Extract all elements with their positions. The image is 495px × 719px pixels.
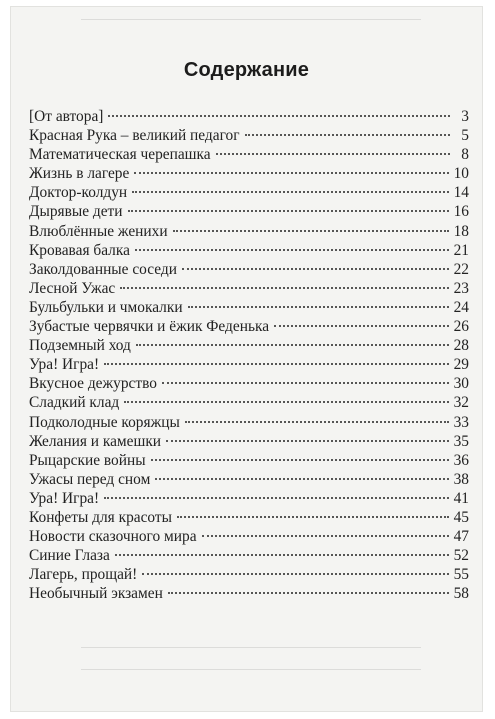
- dot-leader: [166, 440, 449, 442]
- dot-leader: [128, 210, 449, 212]
- toc-entry-page: 35: [453, 432, 469, 450]
- dot-leader: [216, 153, 450, 155]
- toc-entry-title: Влюблённые женихи: [29, 222, 168, 240]
- toc-entry-title: [От автора]: [29, 108, 104, 125]
- dot-leader: [108, 115, 450, 117]
- dot-leader: [142, 573, 448, 575]
- toc-entry: [29, 374, 469, 393]
- toc-entry-title: Математическая черепашка: [29, 146, 211, 164]
- dot-leader: [182, 268, 449, 270]
- toc-entry: [29, 584, 469, 603]
- dot-leader: [185, 421, 449, 423]
- toc-entry: [29, 222, 469, 241]
- toc-entry-title: Доктор-колдун: [29, 184, 128, 202]
- dot-leader: [151, 459, 449, 461]
- toc-entry: [29, 355, 469, 374]
- toc-entry-title: Желания и камешки: [29, 432, 162, 450]
- toc-entry-page: 29: [453, 356, 469, 374]
- toc-entry-title: Заколдованные соседи: [29, 260, 177, 278]
- dot-leader: [124, 401, 448, 403]
- dot-leader: [188, 306, 449, 308]
- dot-leader: [245, 134, 450, 136]
- toc-entry-page: 41: [453, 489, 469, 507]
- toc-entry: [29, 164, 469, 183]
- toc-entry-title: Необычный экзамен: [29, 585, 163, 603]
- toc-entry-page: 10: [453, 165, 469, 183]
- toc-entry-page: 38: [453, 470, 469, 488]
- toc-entry: [29, 546, 469, 565]
- toc-entry-title: Красная Рука – великий педагог: [29, 127, 240, 145]
- dot-leader: [136, 344, 449, 346]
- toc-entry-page: 26: [453, 318, 469, 336]
- toc-entry: [29, 202, 469, 221]
- dot-leader: [135, 249, 449, 251]
- toc-entry: [29, 451, 469, 470]
- toc-entry-page: 47: [453, 528, 469, 546]
- toc-entry-page: 14: [453, 184, 469, 202]
- toc-entry-title: Кровавая балка: [29, 241, 130, 259]
- toc-entry-title: Подземный ход: [29, 337, 131, 355]
- toc-entry-title: Ура! Игра!: [29, 356, 100, 374]
- toc-entry-title: Бульбульки и чмокалки: [29, 298, 183, 316]
- toc-entry-title: Жизнь в лагере: [29, 165, 130, 183]
- toc-entry: [29, 508, 469, 527]
- toc-entry-page: 8: [461, 146, 469, 164]
- toc-entry-title: Рыцарские войны: [29, 451, 146, 469]
- page-title: Содержание: [183, 59, 310, 81]
- toc-entry: [29, 241, 469, 260]
- toc-entry: [29, 336, 469, 355]
- toc-entry-page: 30: [453, 375, 469, 393]
- toc-entry-title: Сладкий клад: [29, 394, 120, 412]
- toc-entry: [29, 393, 469, 412]
- toc-entry-page: 36: [453, 451, 469, 469]
- bleed-through-line: [81, 669, 421, 670]
- toc-entry-title: Ужасы перед сном: [29, 470, 151, 488]
- bleed-through-line: [81, 19, 421, 20]
- book-page: [10, 6, 483, 712]
- toc-entry: [29, 317, 469, 336]
- dot-leader: [104, 363, 448, 365]
- toc-entry-title: Подколодные коряжцы: [29, 413, 180, 431]
- dot-leader: [168, 592, 449, 594]
- toc-entry: [29, 470, 469, 489]
- dot-leader: [134, 172, 448, 174]
- toc-entry: [29, 260, 469, 279]
- dot-leader: [132, 191, 448, 193]
- toc-entry-page: 32: [453, 394, 469, 412]
- toc-entry-page: 55: [453, 566, 469, 584]
- toc-entry-page: 5: [461, 127, 469, 145]
- toc-entry-page: 22: [453, 260, 469, 278]
- toc-entry-page: 23: [453, 279, 469, 297]
- toc-entry-page: 45: [453, 508, 469, 526]
- table-of-contents: [29, 107, 469, 603]
- toc-entry-title: Лагерь, прощай!: [29, 566, 138, 584]
- toc-entry: [29, 183, 469, 202]
- dot-leader: [104, 497, 448, 499]
- toc-entry: [29, 432, 469, 451]
- toc-entry: [29, 413, 469, 432]
- toc-entry-page: 28: [453, 337, 469, 355]
- bleed-through-line: [81, 647, 421, 648]
- toc-entry-page: 16: [453, 203, 469, 221]
- toc-entry-title: Лесной Ужас: [29, 279, 116, 297]
- toc-entry: [29, 126, 469, 145]
- dot-leader: [274, 325, 449, 327]
- dot-leader: [202, 535, 449, 537]
- toc-entry-page: 21: [453, 241, 469, 259]
- toc-entry: [29, 489, 469, 508]
- toc-entry-page: 3: [461, 108, 469, 125]
- toc-entry-title: Новости сказочного мира: [29, 528, 197, 546]
- toc-entry-title: Синие Глаза: [29, 547, 110, 565]
- dot-leader: [177, 516, 449, 518]
- toc-entry-title: Ура! Игра!: [29, 489, 100, 507]
- toc-entry-title: Вкусное дежурство: [29, 375, 157, 393]
- dot-leader: [162, 382, 449, 384]
- toc-entry-page: 52: [453, 547, 469, 565]
- toc-entry: [29, 107, 469, 126]
- toc-entry-title: Дырявые дети: [29, 203, 123, 221]
- toc-entry: [29, 298, 469, 317]
- dot-leader: [155, 478, 448, 480]
- dot-leader: [115, 554, 449, 556]
- toc-entry: [29, 279, 469, 298]
- dot-leader: [173, 230, 449, 232]
- toc-entry-page: 33: [453, 413, 469, 431]
- toc-entry: [29, 527, 469, 546]
- toc-entry-title: Конфеты для красоты: [29, 508, 172, 526]
- toc-entry-page: 24: [453, 298, 469, 316]
- toc-entry-title: Зубастые червячки и ёжик Феденька: [29, 318, 270, 336]
- toc-entry-page: 18: [453, 222, 469, 240]
- toc-entry: [29, 565, 469, 584]
- toc-entry-page: 58: [453, 585, 469, 603]
- toc-entry: [29, 145, 469, 164]
- dot-leader: [120, 287, 448, 289]
